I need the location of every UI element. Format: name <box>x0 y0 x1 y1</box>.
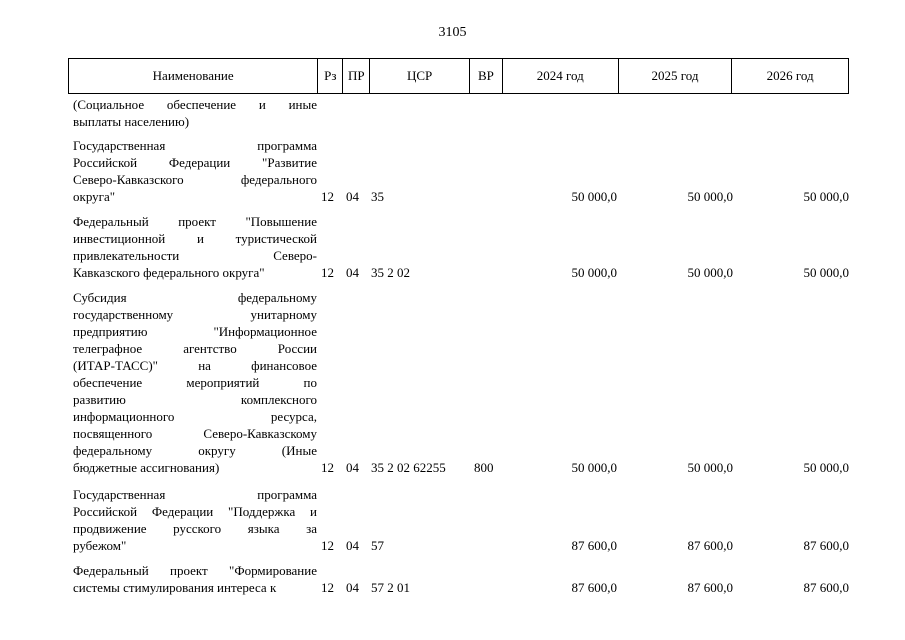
column-header-2024: 2024 год <box>503 59 619 93</box>
row-name-line: Субсидия федеральному <box>73 290 317 305</box>
row-pr: 04 <box>346 265 359 280</box>
row-name <box>73 96 317 130</box>
row-rz: 12 <box>321 580 334 595</box>
row-rz: 12 <box>321 460 334 475</box>
row-name <box>73 137 317 205</box>
row-value-2026: 87 600,0 <box>803 538 849 553</box>
row-name-line: Российской Федерации "Развитие <box>73 155 317 170</box>
row-name-line: Федеральный проект "Формирование <box>73 563 317 578</box>
row-value-2026: 50 000,0 <box>803 265 849 280</box>
row-name-line: бюджетные ассигнования) <box>73 460 220 475</box>
column-header-2026: 2026 год <box>766 68 814 83</box>
row-name-line: Федеральный проект "Повышение <box>73 214 317 229</box>
row-value-2025: 50 000,0 <box>687 189 733 204</box>
row-name-line: (ИТАР-ТАСС)" на финансовое <box>73 358 317 373</box>
row-name <box>73 486 317 554</box>
row-value-2025: 87 600,0 <box>687 538 733 553</box>
row-name-line: рубежом" <box>73 538 127 553</box>
row-csr: 57 2 01 <box>371 580 410 595</box>
row-name-line: выплаты населению) <box>73 114 190 129</box>
column-header-csr: ЦСР <box>370 59 470 93</box>
row-vr: 800 <box>474 460 494 475</box>
row-name-line: (Социальное обеспечение и иные <box>73 97 317 112</box>
column-header-pr: ПР <box>343 59 370 93</box>
row-name-line: обеспечение мероприятий по <box>73 375 317 390</box>
row-value-2024: 50 000,0 <box>571 265 617 280</box>
row-csr: 35 <box>371 189 384 204</box>
row-value-2024: 50 000,0 <box>571 189 617 204</box>
row-name-line: Северо-Кавказского федерального <box>73 172 317 187</box>
row-rz: 12 <box>321 189 334 204</box>
column-header-2025: 2025 год <box>619 59 733 93</box>
row-name-line: государственному унитарному <box>73 307 317 322</box>
row-value-2025: 50 000,0 <box>687 265 733 280</box>
row-rz: 12 <box>321 538 334 553</box>
row-name-line: федеральному округу (Иные <box>73 443 317 458</box>
row-name-line: Государственная программа <box>73 487 317 502</box>
row-value-2025: 87 600,0 <box>687 580 733 595</box>
row-name-line: посвященного Северо-Кавказскому <box>73 426 317 441</box>
row-pr: 04 <box>346 538 359 553</box>
row-value-2026: 87 600,0 <box>803 580 849 595</box>
row-value-2024: 87 600,0 <box>571 580 617 595</box>
column-header-name: Наименование <box>69 59 318 93</box>
row-value-2025: 50 000,0 <box>687 460 733 475</box>
row-name-line: Кавказского федерального округа" <box>73 265 265 280</box>
row-name-line: информационного ресурса, <box>73 409 317 424</box>
row-name-line: развитию комплексного <box>73 392 317 407</box>
row-name-line: Государственная программа <box>73 138 317 153</box>
row-name <box>73 562 317 596</box>
row-name-line: предприятию "Информационное <box>73 324 317 339</box>
row-name-line: Российской Федерации "Поддержка и <box>73 504 317 519</box>
row-csr: 35 2 02 62255 <box>371 460 446 475</box>
page-number: 3105 <box>438 25 467 40</box>
row-value-2024: 50 000,0 <box>571 460 617 475</box>
row-name-line: привлекательности Северо- <box>73 248 317 263</box>
row-name-line: округа" <box>73 189 116 204</box>
row-name-line: системы стимулирования интереса к <box>73 580 277 595</box>
row-pr: 04 <box>346 460 359 475</box>
row-csr: 57 <box>371 538 384 553</box>
column-header-rz: Рз <box>318 59 343 93</box>
row-rz: 12 <box>321 265 334 280</box>
row-value-2026: 50 000,0 <box>803 189 849 204</box>
column-header-vr: ВР <box>470 59 503 93</box>
row-value-2026: 50 000,0 <box>803 460 849 475</box>
row-pr: 04 <box>346 189 359 204</box>
row-name <box>73 289 317 476</box>
row-csr: 35 2 02 <box>371 265 410 280</box>
row-value-2024: 87 600,0 <box>571 538 617 553</box>
row-name-line: инвестиционной и туристической <box>73 231 317 246</box>
row-name-line: телеграфное агентство России <box>73 341 317 356</box>
row-pr: 04 <box>346 580 359 595</box>
row-name <box>73 213 317 281</box>
row-name-line: продвижение русского языка за <box>73 521 317 536</box>
